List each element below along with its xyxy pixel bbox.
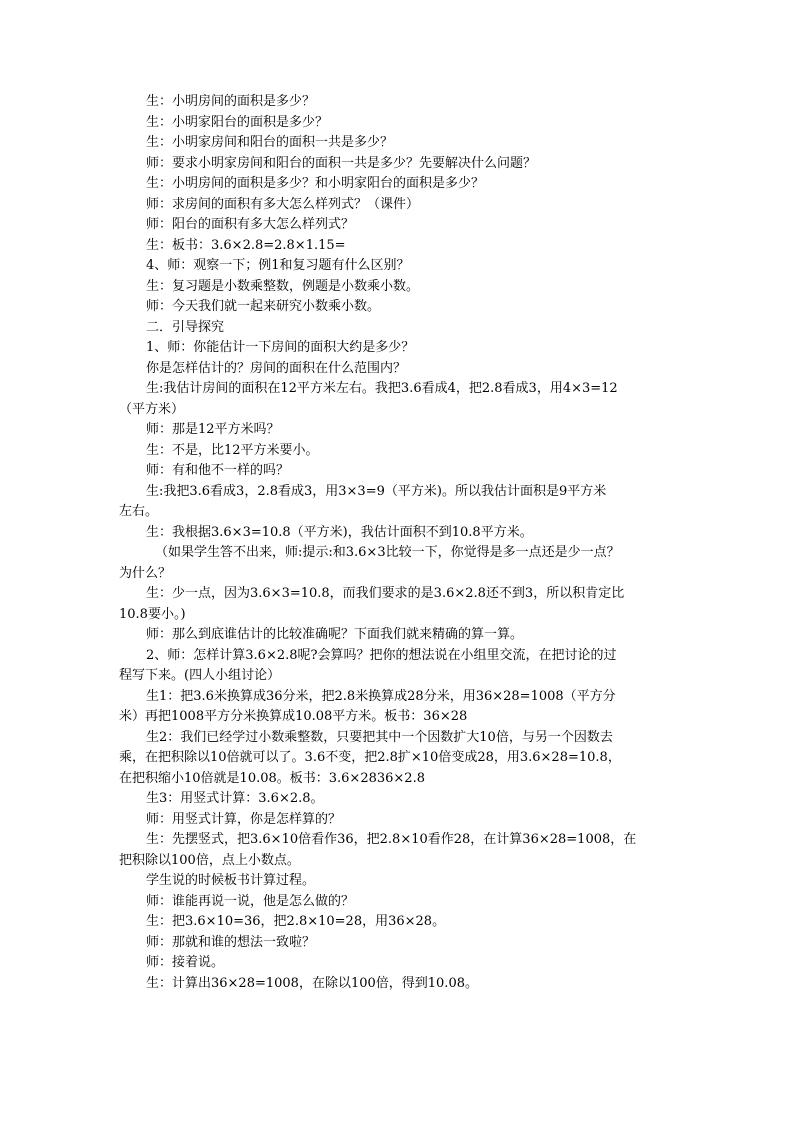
dialogue-line: 你是怎样估计的？房间的面积在什么范围内？ xyxy=(146,360,407,376)
dialogue-line: 师：那么到底谁估计的比较准确呢？下面我们就来精确的算一算。 xyxy=(146,627,524,642)
dialogue-line: 生：板书：3.6×2.8=2.8×1.15= xyxy=(146,237,346,253)
dialogue-line-continuation: 程写下来。(四人小组讨论） xyxy=(119,668,281,683)
dialogue-line: 生：小明家房间和阳台的面积一共是多少？ xyxy=(146,135,394,150)
dialogue-line: 生：我根据3.6×3=10.8（平方米)，我估计面积不到10.8平方米。 xyxy=(146,524,533,540)
dialogue-line: 师：阳台的面积有多大怎么样列式？ xyxy=(146,217,355,232)
dialogue-line: 生：把3.6×10=36，把2.8×10=28，用36×28。 xyxy=(146,914,446,929)
dialogue-line: 师：要求小明家房间和阳台的面积一共是多少？先要解决什么问题？ xyxy=(146,155,537,171)
dialogue-line: 师：用竖式计算，你是怎样算的？ xyxy=(146,811,342,827)
dialogue-line-continuation: （平方米） xyxy=(119,401,185,417)
dialogue-line: 师：接着说。 xyxy=(146,955,225,970)
dialogue-line: 生：小明家阳台的面积是多少？ xyxy=(146,114,329,130)
dialogue-line: 生:我估计房间的面积在12平方米左右。我把3.6看成4，把2.8看成3，用4×3=12 xyxy=(146,381,618,396)
dialogue-line: 生：先摆竖式，把3.6×10倍看作36，把2.8×10看作28，在计算36×28=1008，在 xyxy=(146,832,637,847)
dialogue-line: 生1：把3.6米换算成36分米，把2.8米换算成28分米，用36×28=1008（平方分 xyxy=(146,688,616,704)
dialogue-line-continuation: 把积除以100倍，点上小数点。 xyxy=(119,852,300,868)
dialogue-line: 生：计算出36×28=1008，在除以100倍，得到10.08。 xyxy=(146,975,478,991)
dialogue-line: 4、师：观察一下；例1和复习题有什么区别？ xyxy=(146,258,410,273)
dialogue-line: 生：小明房间的面积是多少？ xyxy=(146,94,316,109)
dialogue-line: （如果学生答不出来，师:提示:和3.6×3比较一下，你觉得是多一点还是少一点？ xyxy=(155,545,620,560)
dialogue-line-continuation: 米）再把1008平方分米换算成10.08平方米。板书：36×28 xyxy=(119,709,468,724)
dialogue-line: 师：求房间的面积有多大怎么样列式？（课件） xyxy=(146,196,420,212)
dialogue-line: 师：那就和谁的想法一致啦？ xyxy=(146,934,316,950)
dialogue-line: 生:我把3.6看成3，2.8看成3，用3×3=9（平方米)。所以我估计面积是9平方米 xyxy=(146,483,607,499)
dialogue-line: 生3：用竖式计算：3.6×2.8。 xyxy=(146,791,324,806)
dialogue-line: 2、师：怎样计算3.6×2.8呢?会算吗？把你的想法说在小组里交流，在把讨论的过 xyxy=(146,647,617,663)
dialogue-line-continuation: 为什么？ xyxy=(119,565,172,581)
dialogue-line: 师：谁能再说一说，他是怎么做的？ xyxy=(146,893,355,909)
dialogue-line-continuation: 左右。 xyxy=(119,504,159,519)
dialogue-line-continuation: 在把积缩小10倍就是10.08。板书：3.6×2836×2.8 xyxy=(119,770,425,786)
dialogue-line: 生：小明房间的面积是多少？和小明家阳台的面积是多少？ xyxy=(146,176,485,191)
dialogue-line: 生：不是，比12平方米要小。 xyxy=(146,442,319,458)
section-heading: 二．引导探究 xyxy=(146,319,225,335)
dialogue-line-continuation: 乘，在把积除以10倍就可以了。3.6不变，把2.8扩×10倍变成28，用3.6×28=10.8， xyxy=(119,750,621,765)
lesson-transcript xyxy=(119,92,679,994)
dialogue-line: 师：今天我们就一起来研究小数乘小数。 xyxy=(146,299,381,314)
dialogue-line: 师：那是12平方米吗？ xyxy=(146,422,280,437)
dialogue-line-continuation: 10.8要小。) xyxy=(119,606,186,622)
dialogue-line: 学生说的时候板书计算过程。 xyxy=(146,873,316,888)
dialogue-line: 生：少一点，因为3.6×3=10.8，而我们要求的是3.6×2.8还不到3，所以积肯定比 xyxy=(146,586,625,601)
dialogue-line: 生：复习题是小数乘整数，例题是小数乘小数。 xyxy=(146,278,420,294)
dialogue-line: 生2：我们已经学过小数乘整数，只要把其中一个因数扩大10倍，与另一个因数去 xyxy=(146,729,613,745)
dialogue-line: 1、师：你能估计一下房间的面积大约是多少？ xyxy=(146,340,415,355)
dialogue-line: 师：有和他不一样的吗？ xyxy=(146,463,290,478)
